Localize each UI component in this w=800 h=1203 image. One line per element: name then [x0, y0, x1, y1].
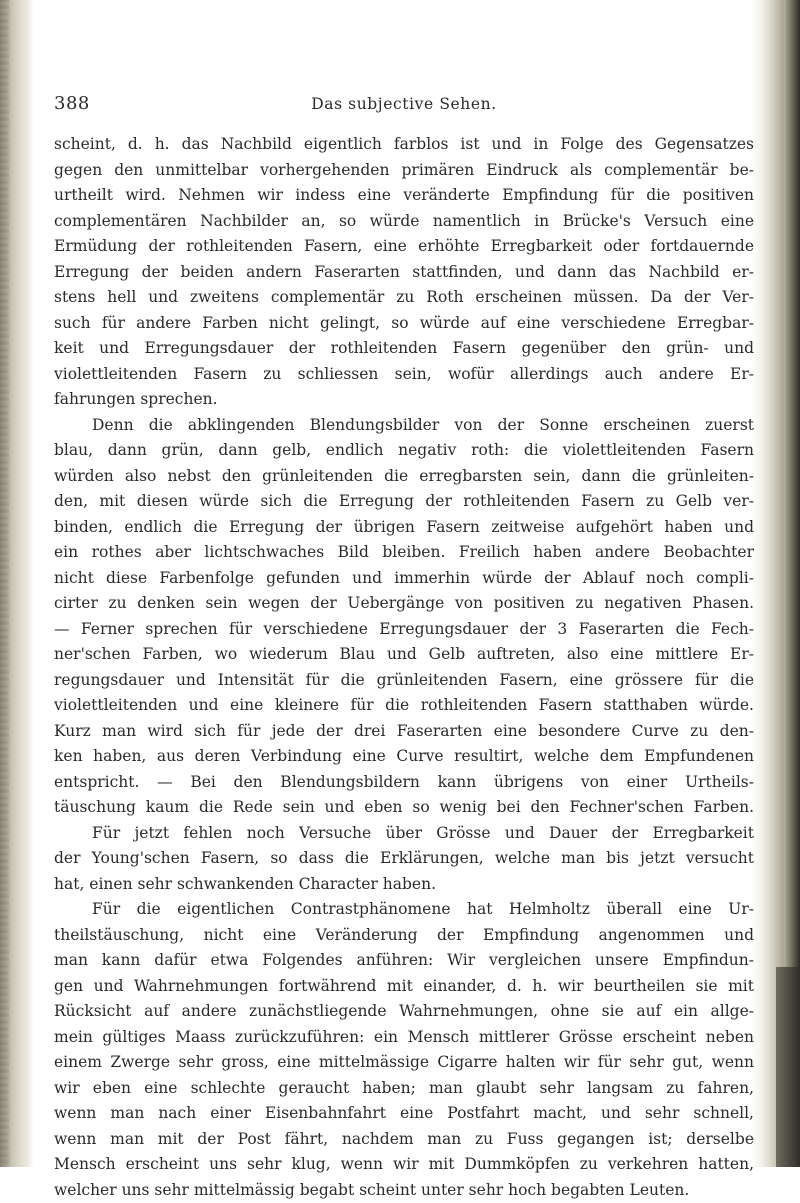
text-line: violettleitenden Fasern zu schliessen sein, wofür allerdings auch andere Er-	[54, 362, 754, 388]
text-line: der Young'schen Fasern, so dass die Erklärungen, welche man bis jetzt versucht	[54, 846, 754, 872]
text-line: urtheilt wird. Nehmen wir indess eine veränderte Empfindung für die positiven	[54, 183, 754, 209]
page-number: 388	[54, 93, 90, 114]
text-line: blau, dann grün, dann gelb, endlich negativ roth: die violettleitenden Fasern	[54, 438, 754, 464]
text-line: ein rothes aber lichtschwaches Bild bleiben. Freilich haben andere Beobachter	[54, 540, 754, 566]
text-line: Für die eigentlichen Contrastphänomene hat Helmholtz überall eine Ur-	[54, 897, 754, 923]
text-line: gen und Wahrnehmungen fortwährend mit einander, d. h. wir beurtheilen sie mit	[54, 974, 754, 1000]
text-line: mein gültiges Maass zurückzuführen: ein Mensch mittlerer Grösse erscheint neben	[54, 1025, 754, 1051]
text-line: Ermüdung der rothleitenden Fasern, eine erhöhte Erregbarkeit oder fortdauernde	[54, 234, 754, 260]
text-line: complementären Nachbilder an, so würde namentlich in Brücke's Versuch eine	[54, 209, 754, 235]
text-line: violettleitenden und eine kleinere für die rothleitenden Fasern statthaben würde.	[54, 693, 754, 719]
text-line: binden, endlich die Erregung der übrigen Fasern zeitweise aufgehört haben und	[54, 515, 754, 541]
text-line: hat, einen sehr schwankenden Character haben.	[54, 872, 754, 898]
running-title: Das subjective Sehen.	[54, 95, 754, 113]
text-line: einem Zwerge sehr gross, eine mittelmässige Cigarre halten wir für sehr gut, wenn	[54, 1050, 754, 1076]
text-line: man kann dafür etwa Folgendes anführen: Wir vergleichen unsere Empfindun-	[54, 948, 754, 974]
text-line: Rücksicht auf andere zunächstliegende Wahrnehmungen, ohne sie auf ein allge-	[54, 999, 754, 1025]
text-line: würden also nebst den grünleitenden die erregbarsten sein, dann die grünleiten-	[54, 464, 754, 490]
text-line: such für andere Farben nicht gelingt, so würde auf eine verschiedene Erregbar-	[54, 311, 754, 337]
text-line: keit und Erregungsdauer der rothleitenden Fasern gegenüber den grün- und	[54, 336, 754, 362]
left-binding-shadow	[0, 0, 34, 1167]
text-line: wenn man nach einer Eisenbahnfahrt eine Postfahrt macht, und sehr schnell,	[54, 1101, 754, 1127]
text-line: regungsdauer und Intensität für die grünleitenden Fasern, eine grössere für die	[54, 668, 754, 694]
text-line: Erregung der beiden andern Faserarten stattfinden, und dann das Nachbild er-	[54, 260, 754, 286]
text-line: Denn die abklingenden Blendungsbilder von der Sonne erscheinen zuerst	[54, 413, 754, 439]
text-line: — Ferner sprechen für verschiedene Erregungsdauer der 3 Faserarten die Fech-	[54, 617, 754, 643]
text-line: Kurz man wird sich für jede der drei Faserarten eine besondere Curve zu den-	[54, 719, 754, 745]
text-line: fahrungen sprechen.	[54, 387, 754, 413]
text-line: cirter zu denken sein wegen der Uebergänge von positiven zu negativen Phasen.	[54, 591, 754, 617]
text-line: ner'schen Farben, wo wiederum Blau und Gelb auftreten, also eine mittlere Er-	[54, 642, 754, 668]
text-line: entspricht. — Bei den Blendungsbildern kann übrigens von einer Urtheils-	[54, 770, 754, 796]
text-line: welcher uns sehr mittelmässig begabt scheint unter sehr hoch begabten Leuten.	[54, 1178, 754, 1203]
text-line: wenn man mit der Post fährt, nachdem man zu Fuss gegangen ist; derselbe	[54, 1127, 754, 1153]
text-line: Mensch erscheint uns sehr klug, wenn wir mit Dummköpfen zu verkehren hatten,	[54, 1152, 754, 1178]
text-line: nicht diese Farbenfolge gefunden und immerhin würde der Ablauf noch compli-	[54, 566, 754, 592]
book-page	[54, 0, 754, 1167]
text-line: scheint, d. h. das Nachbild eigentlich farblos ist und in Folge des Gegensatzes	[54, 132, 754, 158]
text-line: ken haben, aus deren Verbindung eine Curve resultirt, welche dem Empfundenen	[54, 744, 754, 770]
text-line: Für jetzt fehlen noch Versuche über Grösse und Dauer der Erregbarkeit	[54, 821, 754, 847]
text-line: stens hell und zweitens complementär zu Roth erscheinen müssen. Da der Ver-	[54, 285, 754, 311]
running-head	[54, 93, 754, 117]
text-line: wir eben eine schlechte geraucht haben; man glaubt sehr langsam zu fahren,	[54, 1076, 754, 1102]
body-text	[54, 132, 754, 1203]
text-line: gegen den unmittelbar vorhergehenden primären Eindruck als complementär be-	[54, 158, 754, 184]
text-line: den, mit diesen würde sich die Erregung der rothleitenden Fasern zu Gelb ver-	[54, 489, 754, 515]
text-line: täuschung kaum die Rede sein und eben so wenig bei den Fechner'schen Farben.	[54, 795, 754, 821]
right-page-edge	[752, 0, 800, 1167]
text-line: theilstäuschung, nicht eine Veränderung der Empfindung angenommen und	[54, 923, 754, 949]
